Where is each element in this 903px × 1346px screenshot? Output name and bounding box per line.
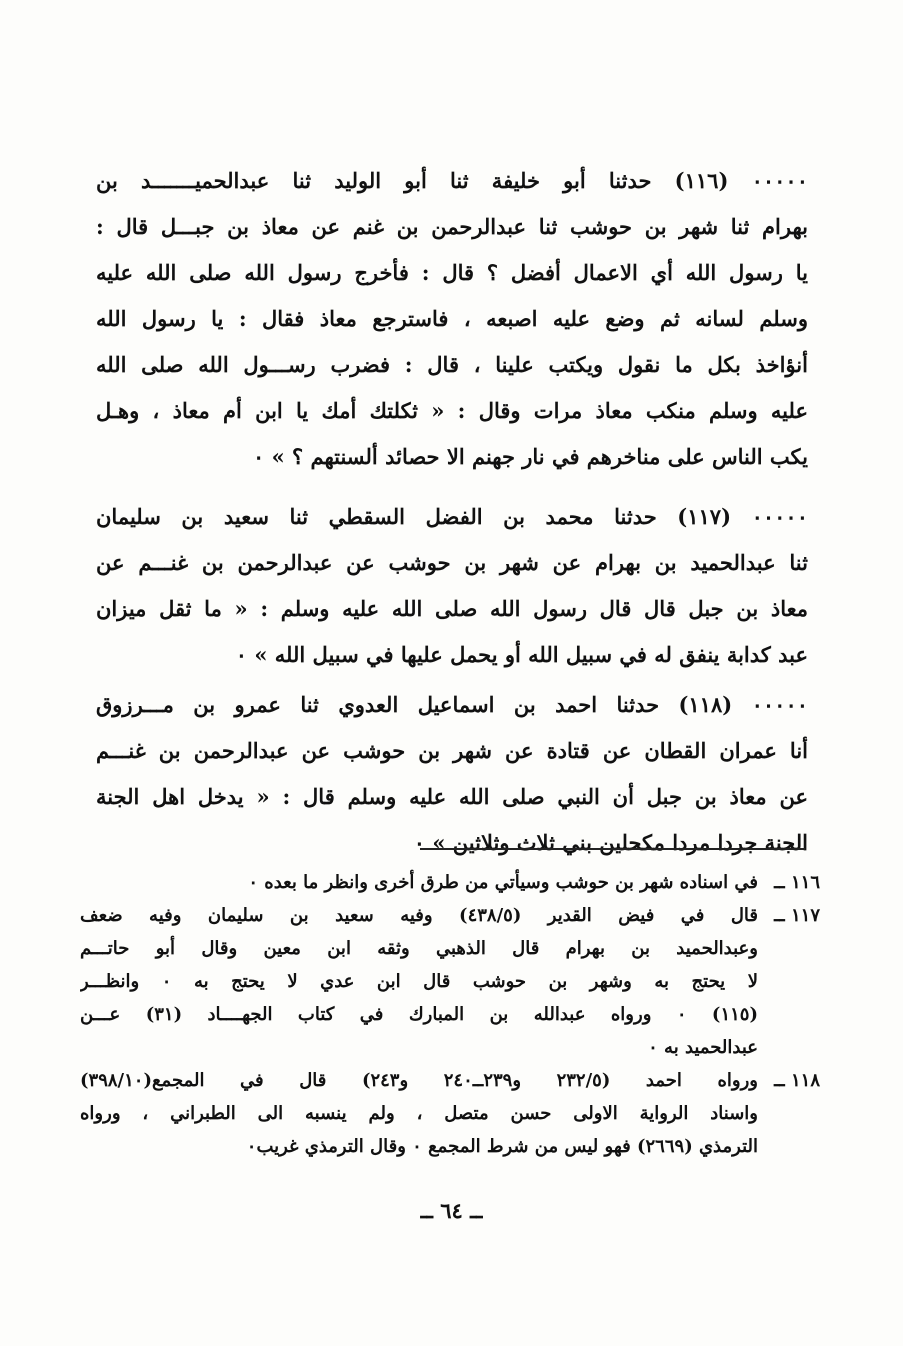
footnote-body — [80, 899, 758, 1064]
footnote-line: قال في فيض القدير (٤٣٨/٥) وفيه سعيد بن سليمان وفيه ضعف — [80, 905, 758, 926]
footnote-number: ١١٨ ــ — [774, 1070, 820, 1091]
text-line: عليه وسلم منكب معاذ مرات وقال : « ثكلتك أمك يا ابن أم معاذ ، وهـل — [96, 398, 808, 423]
text-line: ٠٠٠٠٠ (١١٨) حدثنا احمد بن اسماعيل العدوي ثنا عمرو بن مـــرزوق — [96, 692, 808, 717]
footnote-body — [80, 866, 758, 899]
text-line: أنا عمران القطان عن قتادة عن شهر بن حوشب عن عبدالرحمن بن غنـــم — [96, 738, 808, 763]
text-line: يكب الناس على مناخرهم في نار جهنم الا حصائد ألسنتهم ؟ » ٠ — [252, 444, 808, 469]
footnote-body — [80, 1064, 758, 1163]
footnote-line: (١١٥) ٠ ورواه عبدالله بن المبارك في كتاب الجهــــاد (٣١) عـــن — [80, 1004, 758, 1025]
text-line: بهرام ثنا شهر بن حوشب ثنا عبدالرحمن بن غنم عن معاذ بن جبـــل قال : — [96, 214, 808, 239]
footnote-117 — [80, 899, 820, 1064]
text-line: ٠٠٠٠٠ (١١٧) حدثنا محمد بن الفضل السقطي ثنا سعيد بن سليمان — [96, 504, 808, 529]
footnotes — [80, 866, 820, 1163]
text-line: ثنا عبدالحميد بن بهرام عن شهر بن حوشب عن عبدالرحمن بن غنـــم عن — [96, 550, 808, 575]
text-line: معاذ بن جبل قال قال رسول الله صلى الله عليه وسلم : « ما ثقل ميزان — [96, 596, 808, 621]
footnote-line: في اسناده شهر بن حوشب وسيأتي من طرق أخرى وانظر ما بعده ٠ — [248, 872, 758, 893]
footnote-line: الترمذي (٢٦٦٩) فهو ليس من شرط المجمع ٠ وقال الترمذي غريب٠ — [246, 1136, 758, 1157]
footnote-line: لا يحتج به وشهر بن حوشب قال ابن عدي لا يحتج به ٠ وانظـــر — [80, 971, 758, 992]
text-line: الجنة جردا مردا مكحلين بني ثلاث وثلاثين » ٠ — [413, 830, 808, 855]
footnote-116 — [80, 866, 820, 899]
page-number: ــ ٦٤ ــ — [420, 1198, 483, 1223]
hadith-116 — [96, 158, 808, 480]
footnote-separator — [420, 848, 805, 850]
text-line: عبد كدابة ينفق له في سبيل الله أو يحمل عليها في سبيل الله » ٠ — [235, 642, 808, 667]
text-line: ٠٠٠٠٠ (١١٦) حدثنا أبو خليفة ثنا أبو الوليد ثنا عبدالحميـــــــد بن — [96, 168, 808, 193]
text-line: عن معاذ بن جبل أن النبي صلى الله عليه وسلم قال : « يدخل اهل الجنة — [96, 784, 808, 809]
footnote-line: وعبدالحميد بن بهرام قال الذهبي وثقه ابن معين وقال أبو حاتـــم — [80, 938, 758, 959]
text-line: أنؤاخذ بكل ما نقول ويكتب علينا ، قال : فضرب رســـول الله صلى الله — [96, 352, 808, 377]
text-line: يا رسول الله أي الاعمال أفضل ؟ قال : فأخرج رسول الله صلى الله عليه — [96, 260, 808, 285]
text-line: وسلم لسانه ثم وضع عليه اصبعه ، فاسترجع معاذ فقال : يا رسول الله — [96, 306, 808, 331]
footnote-line: واسناد الرواية الاولى حسن متصل ، ولم ينسبه الى الطبراني ، ورواه — [80, 1103, 758, 1124]
hadith-118 — [96, 682, 808, 866]
main-text — [96, 158, 808, 866]
footnote-number: ١١٦ ــ — [774, 872, 820, 893]
footnote-line: ورواه احمد (٢٣٢/٥ و٢٣٩ــ٢٤٠ و٢٤٣) قال في المجمع(٣٩٨/١٠) — [80, 1070, 758, 1091]
footnote-line: عبدالحميد به ٠ — [648, 1037, 758, 1058]
hadith-117 — [96, 494, 808, 678]
footnote-118 — [80, 1064, 820, 1163]
paragraph-gap — [96, 480, 808, 494]
footnote-number: ١١٧ ــ — [774, 905, 820, 926]
